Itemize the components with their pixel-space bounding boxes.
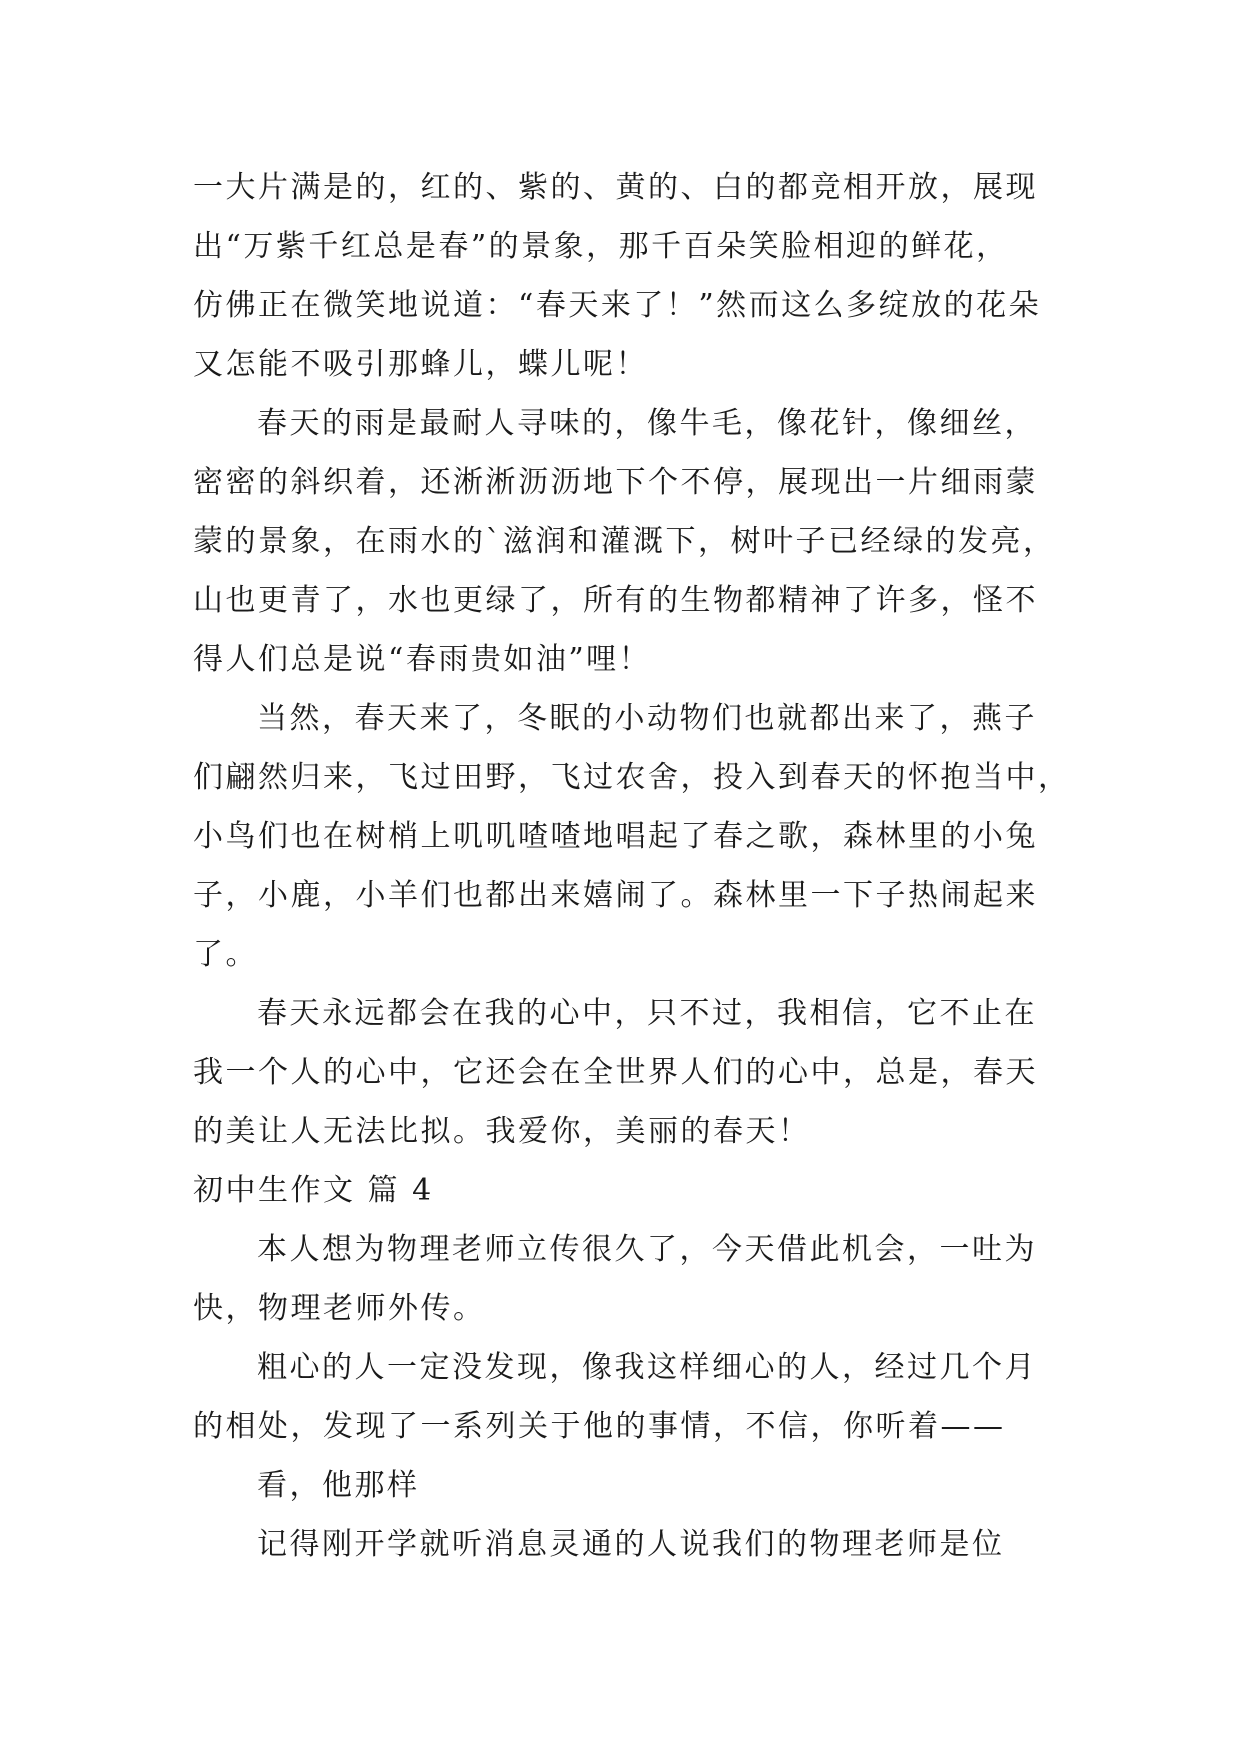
paragraph-start-line: 记得刚开学就听消息灵通的人说我们的物理老师是位 [257, 1527, 1005, 1562]
text-line: 仿佛正在微笑地说道：“春天来了！”然而这么多绽放的花朵 [193, 288, 1042, 323]
text-line: 一大片满是的，红的、紫的、黄的、白的都竞相开放，展现 [193, 170, 1038, 205]
text-line: 又怎能不吸引那蜂儿，蝶儿呢！ [193, 347, 648, 382]
paragraph-start-line: 看，他那样 [257, 1468, 420, 1503]
section-heading: 初中生作文 篇 4 [193, 1173, 434, 1208]
essay-body [193, 158, 1071, 1574]
text-line: 了。 [193, 937, 258, 972]
text-line: 蒙的景象，在雨水的`滋润和灌溉下，树叶子已经绿的发亮， [193, 524, 1056, 559]
paragraph-start-line: 春天永远都会在我的心中，只不过，我相信，它不止在 [257, 996, 1037, 1031]
text-line: 子，小鹿，小羊们也都出来嬉闹了。森林里一下子热闹起来 [193, 878, 1038, 913]
text-line: 山也更青了，水也更绿了，所有的生物都精神了许多，怪不 [193, 583, 1038, 618]
text-line: 的美让人无法比拟。我爱你，美丽的春天！ [193, 1114, 811, 1149]
paragraph-start-line: 当然，春天来了，冬眠的小动物们也就都出来了，燕子 [257, 701, 1037, 736]
text-line: 快，物理老师外传。 [193, 1291, 486, 1326]
text-line: 们翩然归来，飞过田野，飞过农舍，投入到春天的怀抱当中， [193, 760, 1071, 795]
text-line: 出“万紫千红总是春”的景象，那千百朵笑脸相迎的鲜花， [193, 229, 1009, 264]
text-line: 小鸟们也在树梢上叽叽喳喳地唱起了春之歌，森林里的小兔 [193, 819, 1038, 854]
text-line: 密密的斜织着，还淅淅沥沥地下个不停，展现出一片细雨蒙 [193, 465, 1038, 500]
text-line: 我一个人的心中，它还会在全世界人们的心中，总是，春天 [193, 1055, 1038, 1090]
paragraph-start-line: 粗心的人一定没发现，像我这样细心的人，经过几个月 [257, 1350, 1037, 1385]
paragraph-start-line: 春天的雨是最耐人寻味的，像牛毛，像花针，像细丝， [257, 406, 1037, 441]
text-line: 的相处，发现了一系列关于他的事情，不信，你听着—— [193, 1409, 1006, 1444]
text-line: 得人们总是说“春雨贵如油”哩！ [193, 642, 652, 677]
paragraph-start-line: 本人想为物理老师立传很久了，今天借此机会，一吐为 [257, 1232, 1037, 1267]
